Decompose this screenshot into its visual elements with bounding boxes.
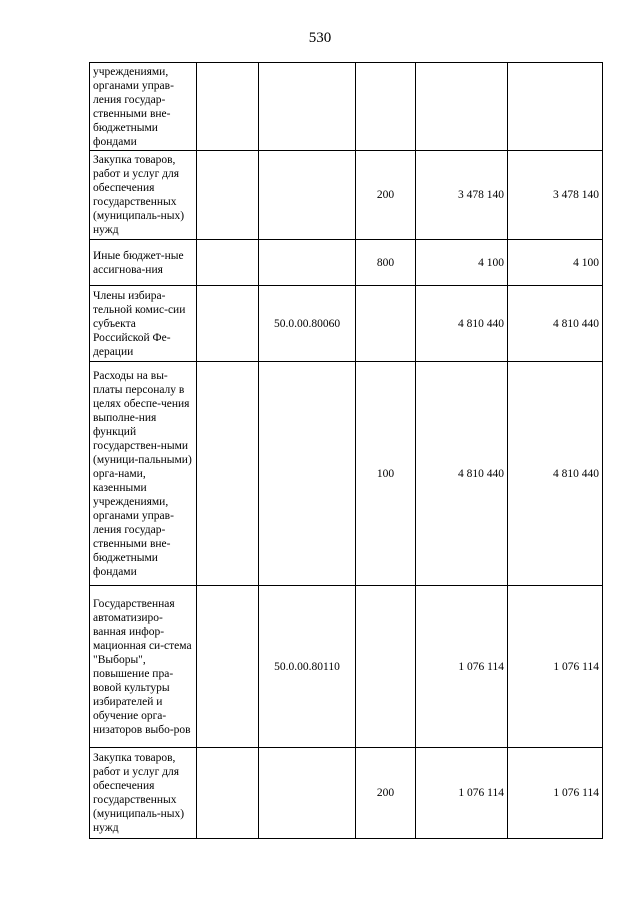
amount-cell-2	[508, 63, 603, 151]
expense-type-cell: 100	[356, 362, 416, 586]
amount-cell-1	[416, 63, 508, 151]
row-name-cell: Иные бюджет-ные ассигнова-ния	[90, 240, 197, 286]
row-name-cell: Закупка товаров, работ и услуг для обеспечения государственных (муниципаль-ных) нужд	[90, 748, 197, 839]
budget-table	[89, 62, 603, 839]
row-name-cell: Закупка товаров, работ и услуг для обеспечения государственных (муниципаль-ных) нужд	[90, 151, 197, 240]
empty-cell	[197, 240, 259, 286]
expense-type-cell	[356, 286, 416, 362]
row-name-cell: учреждениями, органами управ-ления государ-ственными вне-бюджетными фондами	[90, 63, 197, 151]
amount-cell-2: 4 100	[508, 240, 603, 286]
empty-cell	[197, 362, 259, 586]
amount-cell-1: 4 100	[416, 240, 508, 286]
target-code-cell	[259, 63, 356, 151]
table-row	[90, 286, 603, 362]
target-code-cell: 50.0.00.80060	[259, 286, 356, 362]
empty-cell	[197, 286, 259, 362]
expense-type-cell: 800	[356, 240, 416, 286]
empty-cell	[197, 586, 259, 748]
expense-type-cell	[356, 586, 416, 748]
amount-cell-1: 1 076 114	[416, 748, 508, 839]
amount-cell-1: 3 478 140	[416, 151, 508, 240]
row-name-cell: Государственная автоматизиро-ванная инфор-мационная си-стема "Выборы", повышение пра-вовой культуры избирателей и обучение орга-низаторов выбо-ров	[90, 586, 197, 748]
target-code-cell	[259, 151, 356, 240]
expense-type-cell: 200	[356, 748, 416, 839]
row-name-cell: Члены избира-тельной комис-сии субъекта Российской Фе-дерации	[90, 286, 197, 362]
row-name-cell: Расходы на вы-платы персоналу в целях обеспе-чения выполне-ния функций государствен-ными (муници-пальными) орга-нами, казенными учреждениями, органами управ-ления государ-ственными вне-бюджетными фондами	[90, 362, 197, 586]
page-number: 530	[308, 30, 332, 46]
empty-cell	[197, 748, 259, 839]
table-row	[90, 63, 603, 151]
table-row	[90, 240, 603, 286]
amount-cell-1: 1 076 114	[416, 586, 508, 748]
empty-cell	[197, 151, 259, 240]
table-row	[90, 586, 603, 748]
target-code-cell	[259, 362, 356, 586]
amount-cell-1: 4 810 440	[416, 362, 508, 586]
expense-type-cell	[356, 63, 416, 151]
amount-cell-1: 4 810 440	[416, 286, 508, 362]
amount-cell-2: 4 810 440	[508, 286, 603, 362]
table-row	[90, 151, 603, 240]
target-code-cell	[259, 240, 356, 286]
table-row	[90, 362, 603, 586]
amount-cell-2: 3 478 140	[508, 151, 603, 240]
expense-type-cell: 200	[356, 151, 416, 240]
table-row	[90, 748, 603, 839]
amount-cell-2: 1 076 114	[508, 586, 603, 748]
empty-cell	[197, 63, 259, 151]
amount-cell-2: 4 810 440	[508, 362, 603, 586]
target-code-cell: 50.0.00.80110	[259, 586, 356, 748]
target-code-cell	[259, 748, 356, 839]
amount-cell-2: 1 076 114	[508, 748, 603, 839]
